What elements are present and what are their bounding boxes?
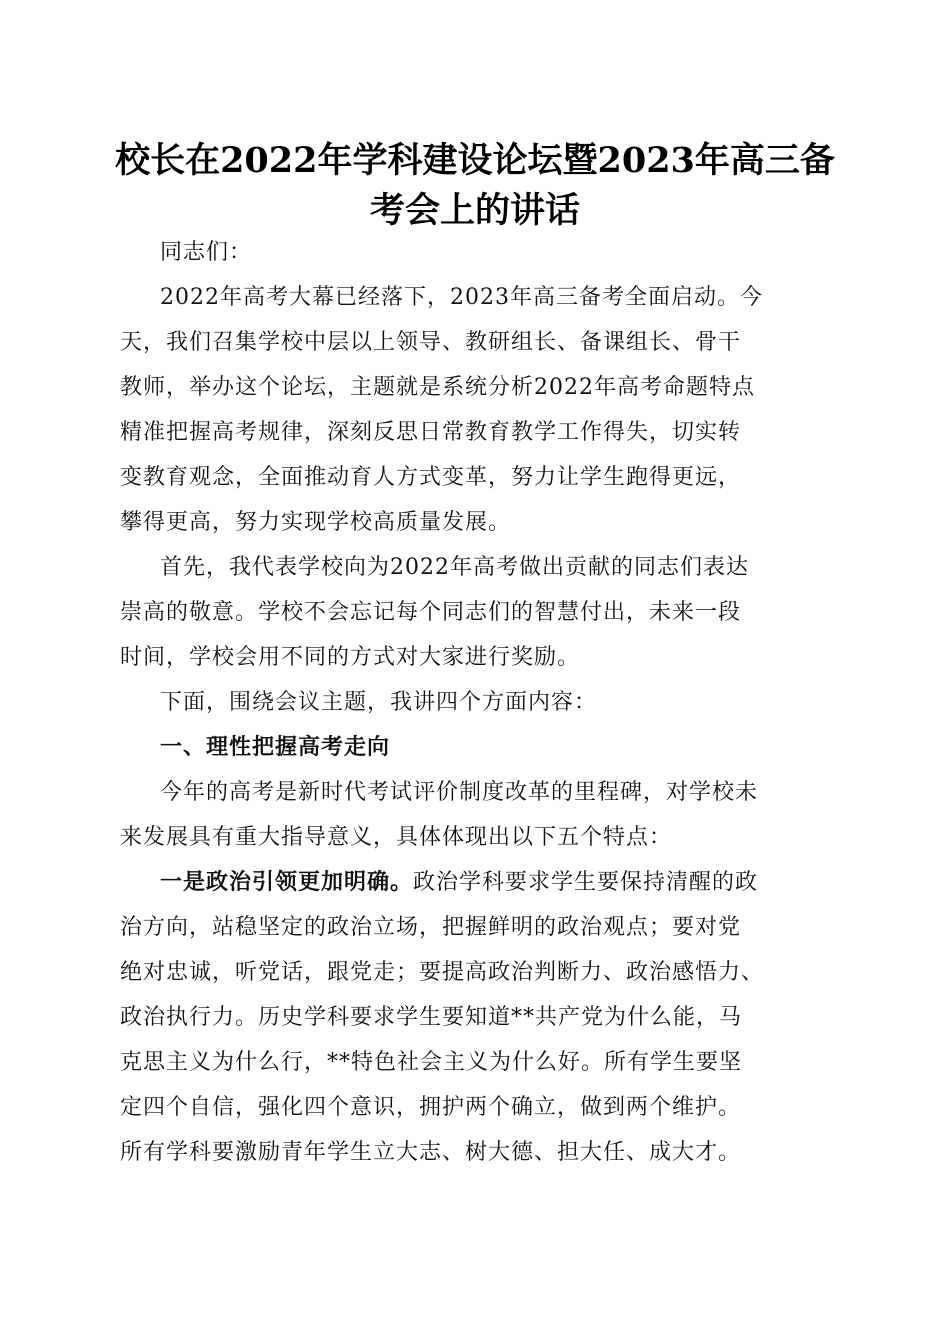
- paragraph-line: 攀得更高，努力实现学校高质量发展。: [120, 510, 512, 535]
- paragraph-line: 政治执行力。历史学科要求学生要知道**共产党为什么能，马: [120, 1005, 743, 1030]
- paragraph-line: 下面，围绕会议主题，我讲四个方面内容：: [160, 690, 598, 715]
- paragraph-line: 时间，学校会用不同的方式对大家进行奖励。: [120, 645, 581, 670]
- paragraph-line: 来发展具有重大指导意义，具体体现出以下五个特点：: [120, 825, 673, 850]
- paragraph-3: [120, 680, 830, 725]
- paragraph-line: 首先，我代表学校向为2022年高考做出贡献的同志们表达: [160, 555, 749, 580]
- paragraph-line: 定四个自信，强化四个意识，拥护两个确立，做到两个维护。: [120, 1095, 742, 1120]
- paragraph-line: 绝对忠诚，听党话，跟党走；要提高政治判断力、政治感悟力、: [120, 960, 765, 985]
- paragraph-line: 教师，举办这个论坛，主题就是系统分析2022年高考命题特点: [120, 375, 755, 400]
- paragraph-1: [120, 275, 830, 545]
- title-line-2: 考会上的讲话: [369, 190, 580, 231]
- document-body: [120, 230, 830, 1175]
- paragraph-2: [120, 545, 830, 680]
- paragraph-line: 所有学科要激励青年学生立大志、树大德、担大任、成大才。: [120, 1140, 742, 1165]
- paragraph-line: 崇高的敬意。学校不会忘记每个同志们的智慧付出，未来一段: [120, 600, 742, 625]
- paragraph-line: 治方向，站稳坚定的政治立场，把握鲜明的政治观点；要对党: [120, 915, 742, 940]
- paragraph-line: 2022年高考大幕已经落下，2023年高三备考全面启动。今: [160, 285, 763, 310]
- paragraph-line: 变教育观念，全面推动育人方式变革，努力让学生跑得更远，: [120, 465, 742, 490]
- paragraph-text: 政治学科要求学生要保持清醒的政: [413, 870, 759, 895]
- paragraph-line: 今年的高考是新时代考试评价制度改革的里程碑，对学校未: [160, 780, 759, 805]
- salutation-paragraph: [120, 230, 830, 275]
- paragraph-line: [120, 860, 830, 905]
- section-heading-1: 一、理性把握高考走向: [160, 735, 391, 760]
- paragraph-line: 克思主义为什么行，**特色社会主义为什么好。所有学生要坚: [120, 1050, 743, 1075]
- paragraph-lead: 一是政治引领更加明确。: [160, 869, 414, 895]
- paragraph-5: [120, 860, 830, 1175]
- document-title: [100, 136, 850, 236]
- paragraph-4: [120, 770, 830, 860]
- paragraph-line: 天，我们召集学校中层以上领导、教研组长、备课组长、骨干: [120, 330, 742, 355]
- paragraph-line: 精准把握高考规律，深刻反思日常教育教学工作得失，切实转: [120, 420, 742, 445]
- salutation: 同志们：: [160, 240, 253, 265]
- title-line-1: 校长在2022年学科建设论坛暨2023年高三备: [115, 140, 835, 181]
